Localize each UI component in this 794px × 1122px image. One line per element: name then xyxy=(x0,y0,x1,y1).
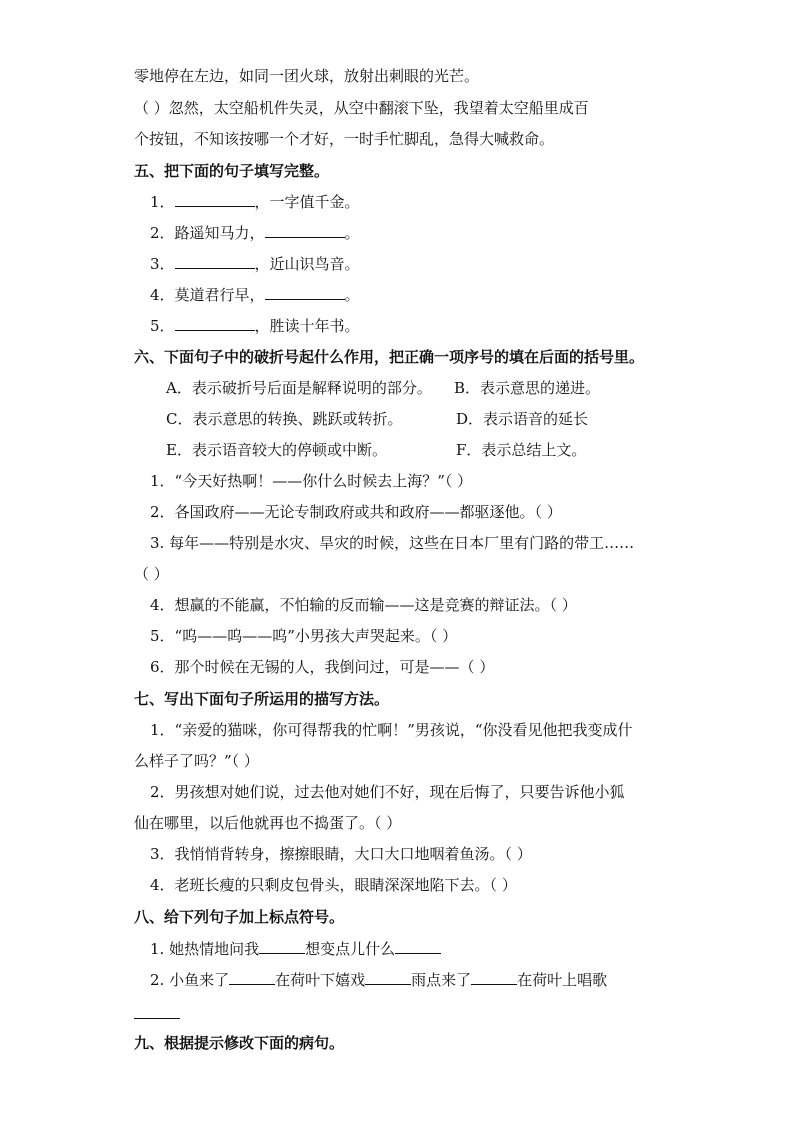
fill-blank[interactable] xyxy=(229,970,275,985)
question-cont: 仙在哪里，以后他就再也不捣蛋了。（ ） xyxy=(134,814,402,832)
text: 忽然，太空船机件失灵，从空中翻滚下坠，我望着太空船里成百 xyxy=(168,99,589,117)
question: 6．那个时候在无锡的人，我倒问过，可是——（ ） xyxy=(150,658,495,676)
fill-blank[interactable] xyxy=(259,939,305,954)
option-a: A．表示破折号后面是解释说明的部分。 xyxy=(166,379,432,397)
text-line: 零地停在左边，如同一团火球，放射出刺眼的光芒。 xyxy=(134,67,480,85)
option-e: E．表示语音较大的停顿或中断。 xyxy=(166,441,387,459)
section-title: 八、给下列句子加上标点符号。 xyxy=(134,908,345,926)
question-cont: 么样子了吗？”（ ） xyxy=(134,752,259,770)
question: 5． ，胜读十年书。 xyxy=(150,317,360,335)
question: 4．老班长瘦的只剩皮包骨头，眼睛深深地陷下去。（ ） xyxy=(150,876,517,894)
question: 2．男孩想对她们说，过去他对她们不好，现在后悔了，只要告诉他小狐 xyxy=(150,783,625,801)
question: 3. 每年——特别是水灾、旱灾的时候，这些在日本厂里有门路的带工…… xyxy=(150,534,635,552)
fill-blank[interactable] xyxy=(395,939,441,954)
fill-blank[interactable] xyxy=(175,254,255,269)
question: 1．“今天好热啊！——你什么时候去上海？”（ ） xyxy=(150,472,473,490)
question: 4．想赢的不能赢，不怕输的反而输——这是竞赛的辩证法。（ ） xyxy=(150,596,577,614)
fill-blank[interactable] xyxy=(265,223,345,238)
question: 4．莫道君行早， 。 xyxy=(150,286,360,304)
fill-blank[interactable] xyxy=(265,285,345,300)
section-title: 九、根据提示修改下面的病句。 xyxy=(134,1034,345,1052)
option-f: F．表示总结上文。 xyxy=(456,441,587,459)
fill-blank[interactable] xyxy=(175,192,255,207)
question: 5．“呜——呜——呜”小男孩大声哭起来。（ ） xyxy=(150,627,458,645)
answer-paren[interactable]: （ ） xyxy=(134,565,169,583)
question: 2．各国政府——无论专制政府或共和政府——都驱逐他。（ ） xyxy=(150,503,562,521)
option-b: B．表示意思的递进。 xyxy=(454,379,601,397)
answer-paren[interactable]: （ ） xyxy=(134,99,169,117)
fill-blank[interactable] xyxy=(134,1017,180,1019)
question: 1. 她热情地问我 想变点儿什么 xyxy=(150,939,441,959)
text-line xyxy=(134,98,589,118)
question: 3．我悄悄背转身，擦擦眼睛，大口大口地咽着鱼汤。（ ） xyxy=(150,845,532,863)
fill-blank[interactable] xyxy=(365,970,411,985)
question: 2. 小鱼来了 在荷叶下嬉戏 雨点来了 在荷叶上唱歌 xyxy=(150,971,608,989)
question: 2．路遥知马力， 。 xyxy=(150,224,360,242)
fill-blank[interactable] xyxy=(471,970,517,985)
section-title: 五、把下面的句子填写完整。 xyxy=(134,162,330,180)
question: 3． ，近山识鸟音。 xyxy=(150,255,360,273)
text-line: 个按钮，不知该按哪一个才好，一时手忙脚乱，急得大喊救命。 xyxy=(134,130,555,148)
fill-blank[interactable] xyxy=(175,316,255,331)
question: 1． ，一字值千金。 xyxy=(150,193,360,211)
section-title: 六、下面句子中的破折号起什么作用，把正确一项序号的填在后面的括号里。 xyxy=(134,348,645,366)
option-d: D．表示语音的延长 xyxy=(456,410,589,428)
section-title: 七、写出下面句子所运用的描写方法。 xyxy=(134,690,390,708)
question: 1．“亲爱的猫咪，你可得帮我的忙啊！”男孩说，“你没看见他把我变成什 xyxy=(150,721,633,739)
option-c: C．表示意思的转换、跳跃或转折。 xyxy=(166,410,403,428)
